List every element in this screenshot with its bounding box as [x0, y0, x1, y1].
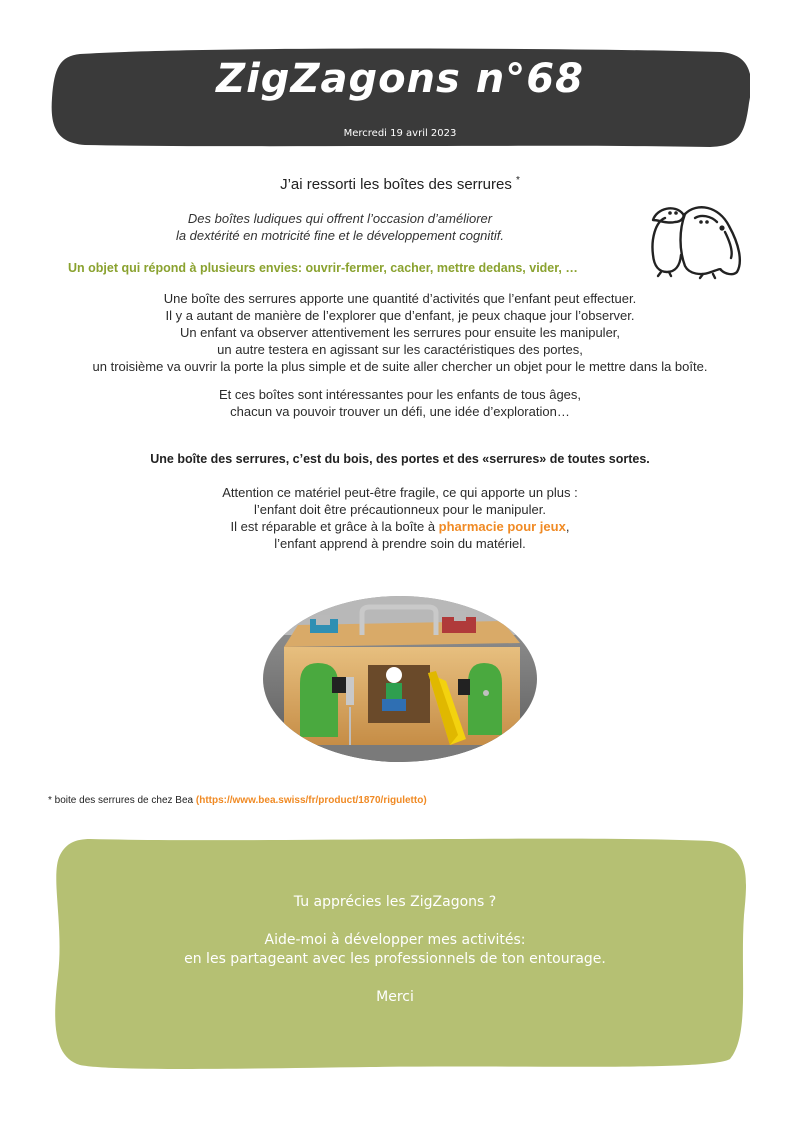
callout-line: Tu apprécies les ZigZagons ?	[293, 894, 497, 910]
footnote	[48, 795, 427, 806]
paragraph-text: ,	[565, 519, 570, 534]
lock-box-photo	[262, 595, 538, 767]
paragraph-2	[40, 386, 760, 420]
footnote-link[interactable]: (https://www.bea.swiss/fr/product/1870/riguletto)	[195, 795, 427, 806]
paragraph-line: un autre testera en agissant sur les caractéristiques des portes,	[217, 342, 583, 357]
header-banner	[50, 48, 750, 148]
callout-line	[60, 969, 730, 988]
paragraph-text: Il est réparable et grâce à la boîte à	[230, 519, 439, 534]
callout-text	[60, 893, 730, 1007]
paragraph-line: Il y a autant de manière de l’explorer que d’enfant, je peux chaque jour l’observer.	[165, 308, 635, 323]
paragraph-line: l’enfant apprend à prendre soin du matériel.	[274, 536, 526, 551]
article-subtitle	[100, 210, 580, 244]
paragraph-3	[40, 484, 760, 552]
highlight-line: Un objet qui répond à plusieurs envies: ouvrir-fermer, cacher, mettre dedans, vider, …	[68, 261, 578, 275]
footnote-text: * boite des serrures de chez Bea	[48, 795, 196, 806]
bold-statement: Une boîte des serrures, c’est du bois, des portes et des «serrures» de toutes sortes.	[150, 452, 650, 466]
paragraph-line: Attention ce matériel peut-être fragile, ce qui apporte un plus :	[222, 485, 578, 500]
article-heading	[180, 175, 620, 193]
article-heading-text: J’ai ressorti les boîtes des serrures	[280, 176, 512, 193]
paragraph-line: Un enfant va observer attentivement les serrures pour ensuite les manipuler,	[179, 325, 621, 340]
subtitle-line: la dextérité en motricité fine et le développement cognitif.	[175, 228, 505, 243]
penguins-icon	[645, 200, 745, 284]
paragraph-line: l’enfant doit être précautionneux pour le manipuler.	[254, 502, 546, 517]
pharmacie-link[interactable]: pharmacie pour jeux	[438, 519, 566, 534]
paragraph-line: chacun va pouvoir trouver un défi, une idée d’exploration…	[230, 404, 570, 419]
callout-line: Merci	[376, 989, 414, 1005]
paragraph-line: un troisième va ouvrir la porte la plus simple et de suite aller chercher un objet pour le mettre dans la boîte.	[92, 359, 708, 374]
page-title: ZigZagons n°68	[216, 56, 584, 102]
subtitle-line: Des boîtes ludiques qui offrent l’occasion d’améliorer	[187, 211, 493, 226]
paragraph-line: Et ces boîtes sont intéressantes pour les enfants de tous âges,	[218, 387, 582, 402]
heading-footnote-mark: *	[516, 175, 520, 186]
paragraph-line: Une boîte des serrures apporte une quantité d’activités que l’enfant peut effectuer.	[163, 291, 637, 306]
issue-date: Mercredi 19 avril 2023	[343, 128, 457, 139]
callout-line: Aide-moi à développer mes activités:	[264, 932, 526, 948]
callout-line: en les partageant avec les professionnels de ton entourage.	[184, 951, 606, 967]
paragraph-1	[40, 290, 760, 375]
callout-line	[60, 912, 730, 931]
paragraph-line	[40, 518, 760, 535]
